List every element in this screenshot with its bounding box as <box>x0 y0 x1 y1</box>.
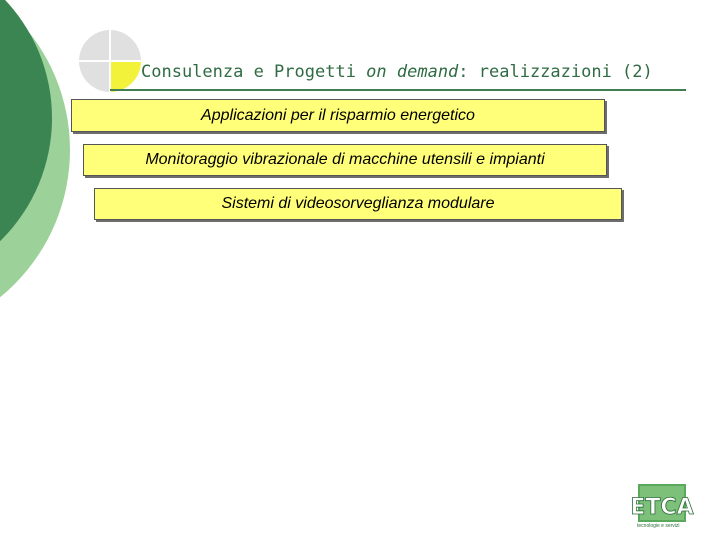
item-box-video-surveillance <box>94 188 622 220</box>
item-label: Monitoraggio vibrazionale di macchine utensili e impianti <box>145 151 545 168</box>
item-box-energy-saving <box>71 99 605 132</box>
logo-caption: tecnologie e servizi <box>637 523 680 529</box>
item-label: Applicazioni per il risparmio energetico <box>201 106 475 124</box>
item-box-vibration-monitoring <box>83 144 607 176</box>
title-italic: on demand <box>366 62 459 82</box>
title-part2: : realizzazioni (2) <box>458 62 653 82</box>
page-title <box>141 62 653 82</box>
title-part1: Consulenza e Progetti <box>141 62 367 82</box>
yellow-quarter-decoration <box>110 61 141 92</box>
title-underline <box>110 89 686 91</box>
logo-text: ETCA <box>630 495 694 520</box>
item-label: Sistemi di videosorveglianza modulare <box>221 195 495 212</box>
